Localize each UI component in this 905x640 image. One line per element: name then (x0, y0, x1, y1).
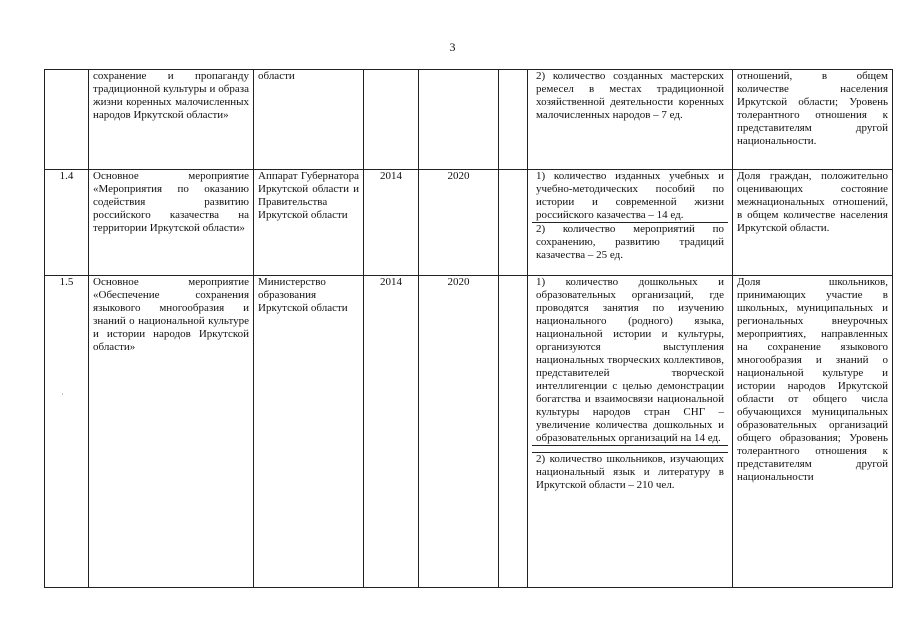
result-cell (528, 170, 733, 276)
row-number: 1.4 (45, 170, 89, 276)
result-text: 2) количество созданных мастерских ремесел в местах традиционной хозяйственной деятельности коренных малочисленных народов – 7 ед. (536, 70, 724, 121)
table-row (45, 170, 893, 276)
end-year-cell: 2020 (419, 276, 499, 588)
indicator-cell: Доля школьников, принимающих участие в школьных, муниципальных и региональных внеурочных мероприятиях, направленных на сохранение языкового многообразия и знаний о национальной культуре и истории народов Иркутской области от общего числа обучающихся муниципальных образовательных организаций общего образования; Уровень толерантного отношения к представителям другой национальности (733, 276, 893, 588)
executor-cell: Министерство образования Иркутской области (254, 276, 364, 588)
activity-cell: Основное мероприятие «Мероприятия по оказанию содействия развитию российского казачества на территории Иркутской области» (89, 170, 254, 276)
empty-cell (499, 70, 528, 170)
empty-cell (499, 170, 528, 276)
activity-cell: сохранение и пропаганду традиционной культуры и образа жизни коренных малочисленных народов Иркутской области» (89, 70, 254, 170)
empty-cell (499, 276, 528, 588)
result-text: 2) количество школьников, изучающих национальный язык и литературу в Иркутской области – 210 чел. (532, 452, 728, 492)
result-cell (528, 276, 733, 588)
result-text: 1) количество изданных учебных и учебно-методических пособий по истории и современной жизни российского казачества – 14 ед. (532, 170, 728, 223)
result-cell (528, 70, 733, 170)
table-row (45, 276, 893, 588)
start-year-cell: 2014 (364, 276, 419, 588)
activity-cell: Основное мероприятие «Обеспечение сохранения языкового многообразия и знаний о национальной культуре и истории народов Иркутской области» (89, 276, 254, 588)
indicator-cell: отношений, в общем количестве населения Иркутской области; Уровень толерантного отношения к представителям другой национальности. (733, 70, 893, 170)
end-year-cell: 2020 (419, 170, 499, 276)
program-table (44, 69, 893, 588)
row-number (45, 70, 89, 170)
executor-cell: Аппарат Губернатора Иркутской области и Правительства Иркутской области (254, 170, 364, 276)
scan-speck: · (61, 389, 64, 399)
end-year-cell (419, 70, 499, 170)
row-number: 1.5 (45, 276, 89, 588)
start-year-cell: 2014 (364, 170, 419, 276)
start-year-cell (364, 70, 419, 170)
table-row (45, 70, 893, 170)
indicator-cell: Доля граждан, положительно оценивающих состояние межнациональных отношений, в общем количестве населения Иркутской области. (733, 170, 893, 276)
result-text: 1) количество дошкольных и образовательных организаций, где проводятся занятия по изучению национального (родного) языка, национальной истории и культуры, организуются выступления национальных творческих коллективов, представителей творческой интеллигенции с целью демонстрации богатства и взаимосвязи национальной культуры народов стран СНГ – увеличение количества дошкольных и образовательных организаций на 14 ед. (532, 276, 728, 446)
page-number: 3 (449, 40, 456, 54)
executor-cell: области (254, 70, 364, 170)
result-text: 2) количество мероприятий по сохранению, развитию традиций казачества – 25 ед. (536, 223, 724, 261)
